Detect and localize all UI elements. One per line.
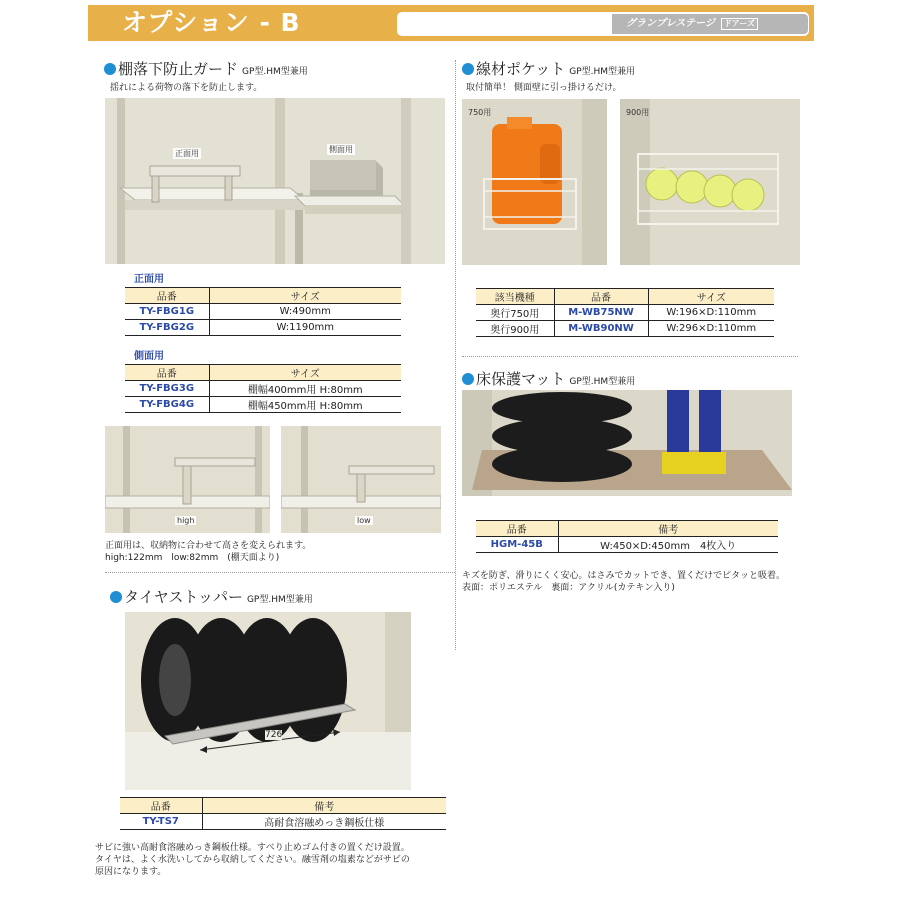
pocket-section-title: 線材ポケット GP型.HM型兼用 (462, 58, 635, 79)
bullet-icon (462, 373, 474, 385)
guard-note-2: high:122mm low:82mm (棚天面より) (105, 553, 280, 563)
bullet-icon (104, 63, 116, 75)
guard-high-photo (105, 426, 270, 533)
shelf-illustration (105, 98, 445, 264)
photo-label-low: low (357, 516, 371, 525)
pocket-750-photo (462, 99, 607, 265)
tire-photo (125, 612, 411, 790)
table-row: 奥行900用 M-WB90NW W:296×D:110mm (476, 321, 774, 337)
side-group-label: 側面用 (134, 351, 164, 362)
mat-note-1: キズを防ぎ、滑りにくく安心。はさみでカットでき、置くだけでピタッと吸着。 (462, 571, 786, 581)
guard-note-1: 正面用は、収納物に合わせて高さを変えられます。 (105, 541, 312, 551)
table-row: TY-FBG2G W:1190mm (125, 320, 401, 336)
section-divider (105, 572, 455, 573)
mat-section-title: 床保護マット GP型.HM型兼用 (462, 368, 635, 389)
tire-note-1: サビに強い高耐食溶融めっき鋼板仕様。すべり止めゴム付きの置くだけ設置。 (95, 843, 410, 853)
tire-section-title: タイヤストッパー GP型.HM型兼用 (110, 586, 313, 607)
mat-table (476, 520, 778, 553)
front-group-label: 正面用 (134, 274, 164, 285)
brand-label (612, 14, 808, 34)
guard-description: 揺れによる荷物の落下を防止します。 (110, 83, 263, 93)
pocket-description: 取付簡単！ 側面壁に引っ掛けるだけ。 (466, 83, 622, 93)
photo-label-side: 側面用 (329, 145, 353, 154)
photo-label-750: 750用 (468, 108, 492, 117)
table-row: HGM-45B W:450×D:450mm 4枚入り (476, 537, 778, 553)
pocket-table (476, 288, 774, 337)
side-guard-table (125, 364, 401, 413)
table-row: 奥行750用 M-WB75NW W:196×D:110mm (476, 305, 774, 321)
brand-tag: ドアーズ (721, 18, 758, 30)
tire-dimension: 726 (265, 730, 283, 740)
mat-photo (462, 390, 792, 496)
table-header-row: 該当機種 品番 サイズ (476, 289, 774, 305)
section-divider (462, 356, 798, 357)
tire-note-3: 原因になります。 (95, 867, 167, 877)
tire-table (120, 797, 446, 830)
mat-note-2: 表面：ポリエステル 裏面：アクリル(カテキン入り) (462, 583, 675, 593)
table-row: TY-FBG3G 棚幅400mm用 H:80mm (125, 381, 401, 397)
table-row: TY-FBG4G 棚幅450mm用 H:80mm (125, 397, 401, 413)
bullet-icon (462, 63, 474, 75)
photo-label-900: 900用 (626, 108, 650, 117)
pocket-900-photo (620, 99, 800, 265)
front-guard-table (125, 287, 401, 336)
tire-note-2: タイヤは、よく水洗いしてから収納してください。融雪剤の塩素などがサビの (95, 855, 410, 865)
table-header-row: 品番 サイズ (125, 288, 401, 304)
table-header-row: 品番 備考 (120, 798, 446, 814)
photo-label-high: high (177, 516, 195, 525)
table-row: TY-FBG1G W:490mm (125, 304, 401, 320)
photo-label-front: 正面用 (175, 149, 199, 158)
guard-photo (105, 98, 445, 264)
page-title: オプション - B (122, 8, 301, 37)
table-row: TY-TS7 高耐食溶融めっき鋼板仕様 (120, 814, 446, 830)
bullet-icon (110, 591, 122, 603)
table-header-row: 品番 サイズ (125, 365, 401, 381)
column-divider (455, 60, 456, 650)
guard-low-photo (281, 426, 441, 533)
guard-section-title: 棚落下防止ガード GP型.HM型兼用 (104, 58, 308, 79)
table-header-row: 品番 備考 (476, 521, 778, 537)
brand-name: グランプレステージ (626, 18, 715, 29)
